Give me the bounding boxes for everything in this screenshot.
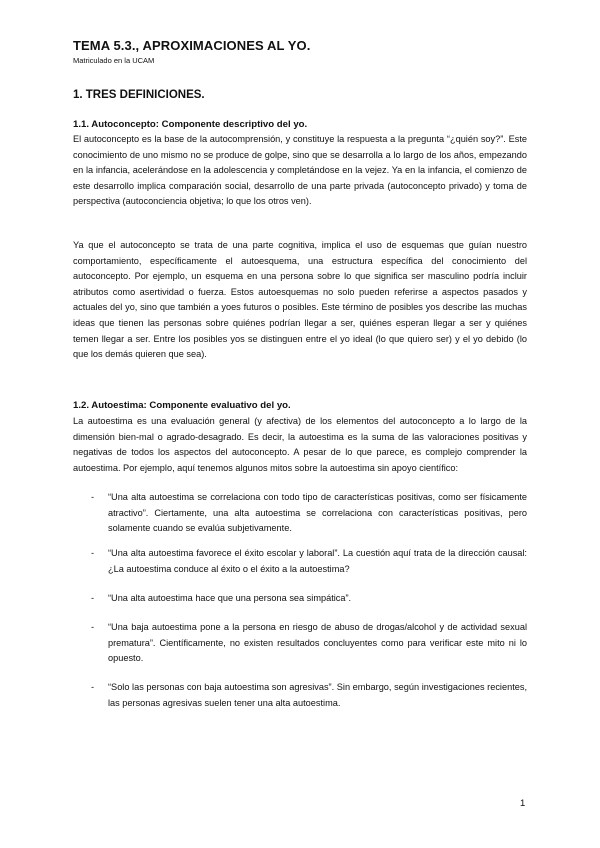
subsection-heading-autoconcepto: 1.1. Autoconcepto: Componente descriptivo del yo. — [73, 119, 308, 130]
bullet-text: “Una alta autoestima hace que una persona sea simpática”. — [108, 593, 352, 603]
list-item — [91, 620, 527, 667]
bullet-text: “Solo las personas con baja autoestima son agresivas”. Sin embargo, según investigaciones recientes, las personas agresivas suelen tener una alta autoestima. — [108, 682, 527, 708]
document-subtitle: Matriculado en la UCAM — [73, 56, 155, 65]
bullet-text: “Una alta autoestima favorece el éxito escolar y laboral”. La cuestión aquí trata de la dirección causal: ¿La autoestima conduce al éxito o el éxito a la autoestima? — [108, 548, 527, 574]
bullet-dash: - — [91, 593, 95, 603]
bullet-dash: - — [91, 682, 95, 692]
page-number: 1 — [520, 798, 526, 809]
bullet-text: “Una baja autoestima pone a la persona en riesgo de abuso de drogas/alcohol y de actividad sexual prematura”. Científicamente, no existen resultados concluyentes como para verificar este mito ni lo opuesto. — [108, 622, 527, 664]
paragraph-autoconcepto-1: El autoconcepto es la base de la autocomprensión, y constituye la respuesta a la pregunta “¿quién soy?”. Este conocimiento de uno mismo no se produce de golpe, sino que se desarrolla a lo largo de los años, empezando en la infancia, acelerándose en la adolescencia y completándose en la vejez. Ya en la infancia, el comienzo de este desarrollo implica comparación social, desarrollo de una parte privada (autoconcepto privado) y toma de perspectiva (autoconciencia objetiva; lo que los otros ven). — [73, 134, 527, 207]
list-item — [91, 591, 527, 607]
paragraph-autoconcepto-2: Ya que el autoconcepto se trata de una parte cognitiva, implica el uso de esquemas que guían nuestro comportamiento, específicamente el autoesquema, una estructura específica del conocimiento del autoconcepto. Por ejemplo, un esquema en una persona sobre lo que significa ser masculino podría incluir atributos como asertividad o fuerza. Estos autoesquemas no solo pueden referirse a aspectos pasados y actuales del yo, sino que también a yoes futuros o posibles. Este término de posibles yos describe las muchas ideas que tienen las personas sobre quiénes podrían llegar a ser, quiénes esperan llegar a ser y quiénes temen llegar a ser. Entre los posibles yos se distinguen entre el yo ideal (lo que quiero ser) y el yo debido (lo que los demás quieren que sea). — [73, 240, 527, 360]
list-item — [91, 680, 527, 711]
bullet-dash: - — [91, 548, 95, 558]
bullet-dash: - — [91, 492, 95, 502]
bullet-text: “Una alta autoestima se correlaciona con todo tipo de características positivas, como ser físicamente atractivo”. Ciertamente, una alta autoestima se correlaciona con características positivas, pero solamente cuando se evalúa subjetivamente. — [108, 492, 527, 534]
section-heading: 1. TRES DEFINICIONES. — [73, 89, 205, 101]
list-item — [91, 490, 527, 537]
list-item — [91, 546, 527, 577]
subsection-heading-autoestima: 1.2. Autoestima: Componente evaluativo del yo. — [73, 400, 291, 411]
bullet-dash: - — [91, 622, 95, 632]
document-title: TEMA 5.3., APROXIMACIONES AL YO. — [73, 38, 311, 53]
paragraph-autoestima-1: La autoestima es una evaluación general (y afectiva) de los elementos del autoconcepto a lo largo de la dimensión bien-mal o agrado-desagrado. Es decir, la autoestima es la suma de las valoraciones positivas y negativas de todos los aspectos del autoconcepto. A pesar de lo que parece, es complejo comprender la autoestima. Por ejemplo, aquí tenemos algunos mitos sobre la autoestima sin apoyo científico: — [73, 416, 527, 473]
